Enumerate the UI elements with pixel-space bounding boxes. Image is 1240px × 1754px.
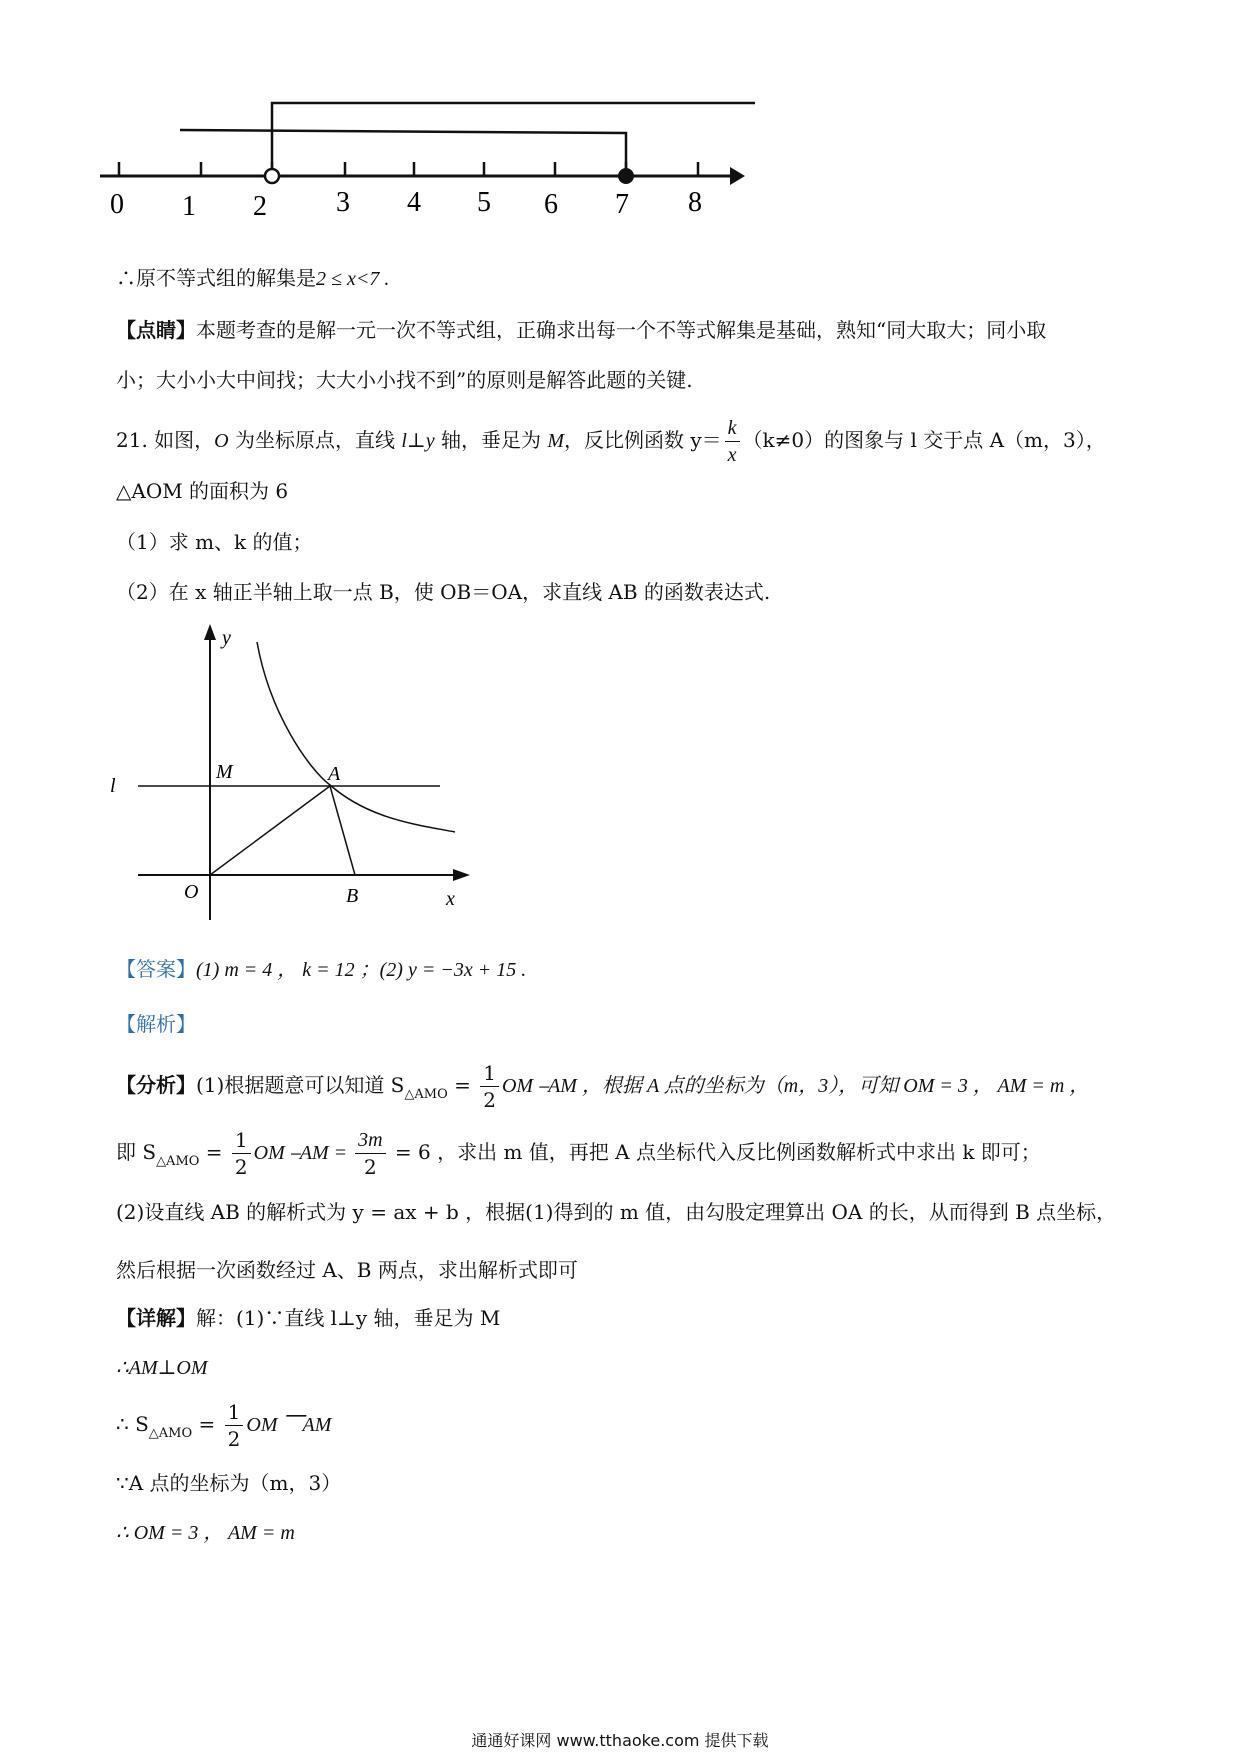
answer-line: 【答案】(1) m = 4 ， k = 12 ；(2) y = −3x + 15 . [116,957,527,981]
closed-point-7 [618,168,634,184]
analysis-tag: 【分析】 [116,1073,196,1097]
tick-label-4: 4 [407,187,421,218]
analysis-line-3: (2)设直线 AB 的解析式为 y = ax + b ，根据(1)得到的 m 值，由勾股定理算出 OA 的长，从而得到 B 点坐标， [116,1200,1117,1224]
conclusion-line: ∴原不等式组的解集是2 ≤ x<7 . [116,266,390,290]
coordinate-figure [110,620,480,940]
solution-bracket-lower [180,130,626,176]
tick-label-5: 5 [477,187,491,218]
dianjing-tag: 【点睛】 [116,318,196,342]
label-l: l [110,775,116,797]
q21-part-1: （1）求 m、k 的值； [116,530,313,554]
dianjing-line-1: 【点睛】本题考查的是解一元一次不等式组，正确求出每一个不等式解集是基础，熟知“同大取大；同小取 [116,318,1047,342]
solution-expression: 2 ≤ x<7 . [316,268,390,290]
analysis-line-2: 即 $S_{\triangle AMO}$ = $\frac{1}{2}$ OM ⎯AM = $\frac{3m}{2}$ = 6 ，求出 m 值，再把 A 点坐标代入反比例函数解析式中求出 k 即可； [116,1128,1041,1179]
tick-label-2: 2 [253,191,267,222]
tick-label-3: 3 [336,187,350,218]
tick-label-8: 8 [688,187,702,218]
label-B: B [346,885,359,907]
segment-AB [330,786,355,875]
open-point-2 [265,169,279,183]
label-M: M [216,761,233,783]
dianjing-line-2: 小；大小小大中间找；大大小小找不到”的原则是解答此题的关键. [116,368,693,392]
tick-label-6: 6 [544,189,558,220]
q21-part-2: （2）在 x 轴正半轴上取一点 B，使 OB＝OA，求直线 AB 的函数表达式. [116,580,771,604]
page-footer: 通通好课网 www.tthaoke.com 提供下载 [471,1731,769,1750]
tick-label-1: 1 [182,191,196,222]
detail-tag: 【详解】 [116,1306,196,1330]
answer-tag: 【答案】 [116,957,196,981]
hyperbola-curve [257,642,455,832]
detail-line-1: 【详解】解：(1)∵直线 l⊥y 轴，垂足为 M [116,1306,501,1330]
axis-arrow-icon [730,167,745,185]
segment-OA [210,786,330,875]
q21-stem-line-2: △AOM 的面积为 6 [116,479,289,503]
tick-label-0: 0 [110,189,124,220]
detail-line-3: ∴ $S_{\triangle AMO}$ = $\frac{1}{2}$ OM ⎺AM [116,1400,332,1451]
tick-label-7: 7 [615,189,629,220]
detail-line-5: ∴ OM = 3 ， AM = m [116,1522,295,1544]
label-x: x [446,888,455,910]
analysis-line-4: 然后根据一次函数经过 A、B 两点，求出解析式即可 [116,1258,578,1282]
k-over-x-fraction: $\frac{k}{x}$ [725,415,740,468]
label-A: A [328,763,341,785]
analysis-line-1: 【分析】(1)根据题意可以知道 $S_{\triangle AMO}$ = $\frac{1}{2}$ OM ⎯AM ，根据 A 点的坐标为（m，3），可知 OM = 3 ， AM = m ， [116,1061,1090,1112]
jiexi-line [116,1010,196,1038]
label-O: O [184,881,199,903]
detail-line-4: ∵A 点的坐标为（m，3） [116,1471,342,1495]
y-axis-arrow-icon [204,624,216,640]
jiexi-tag: 【解析】 [116,1012,196,1036]
q21-stem-line-1: 21. 如图，O 为坐标原点，直线 l⊥y 轴，垂足为 M，反比例函数 y＝ $\frac{k}{x}$ （k≠0）的图象与 l 交于点 A（m，3）， [116,417,1106,466]
detail-line-2: ∴AM⊥OM [116,1357,208,1379]
x-axis-arrow-icon [453,869,470,881]
label-y: y [222,627,231,649]
number-line-figure [100,95,860,255]
